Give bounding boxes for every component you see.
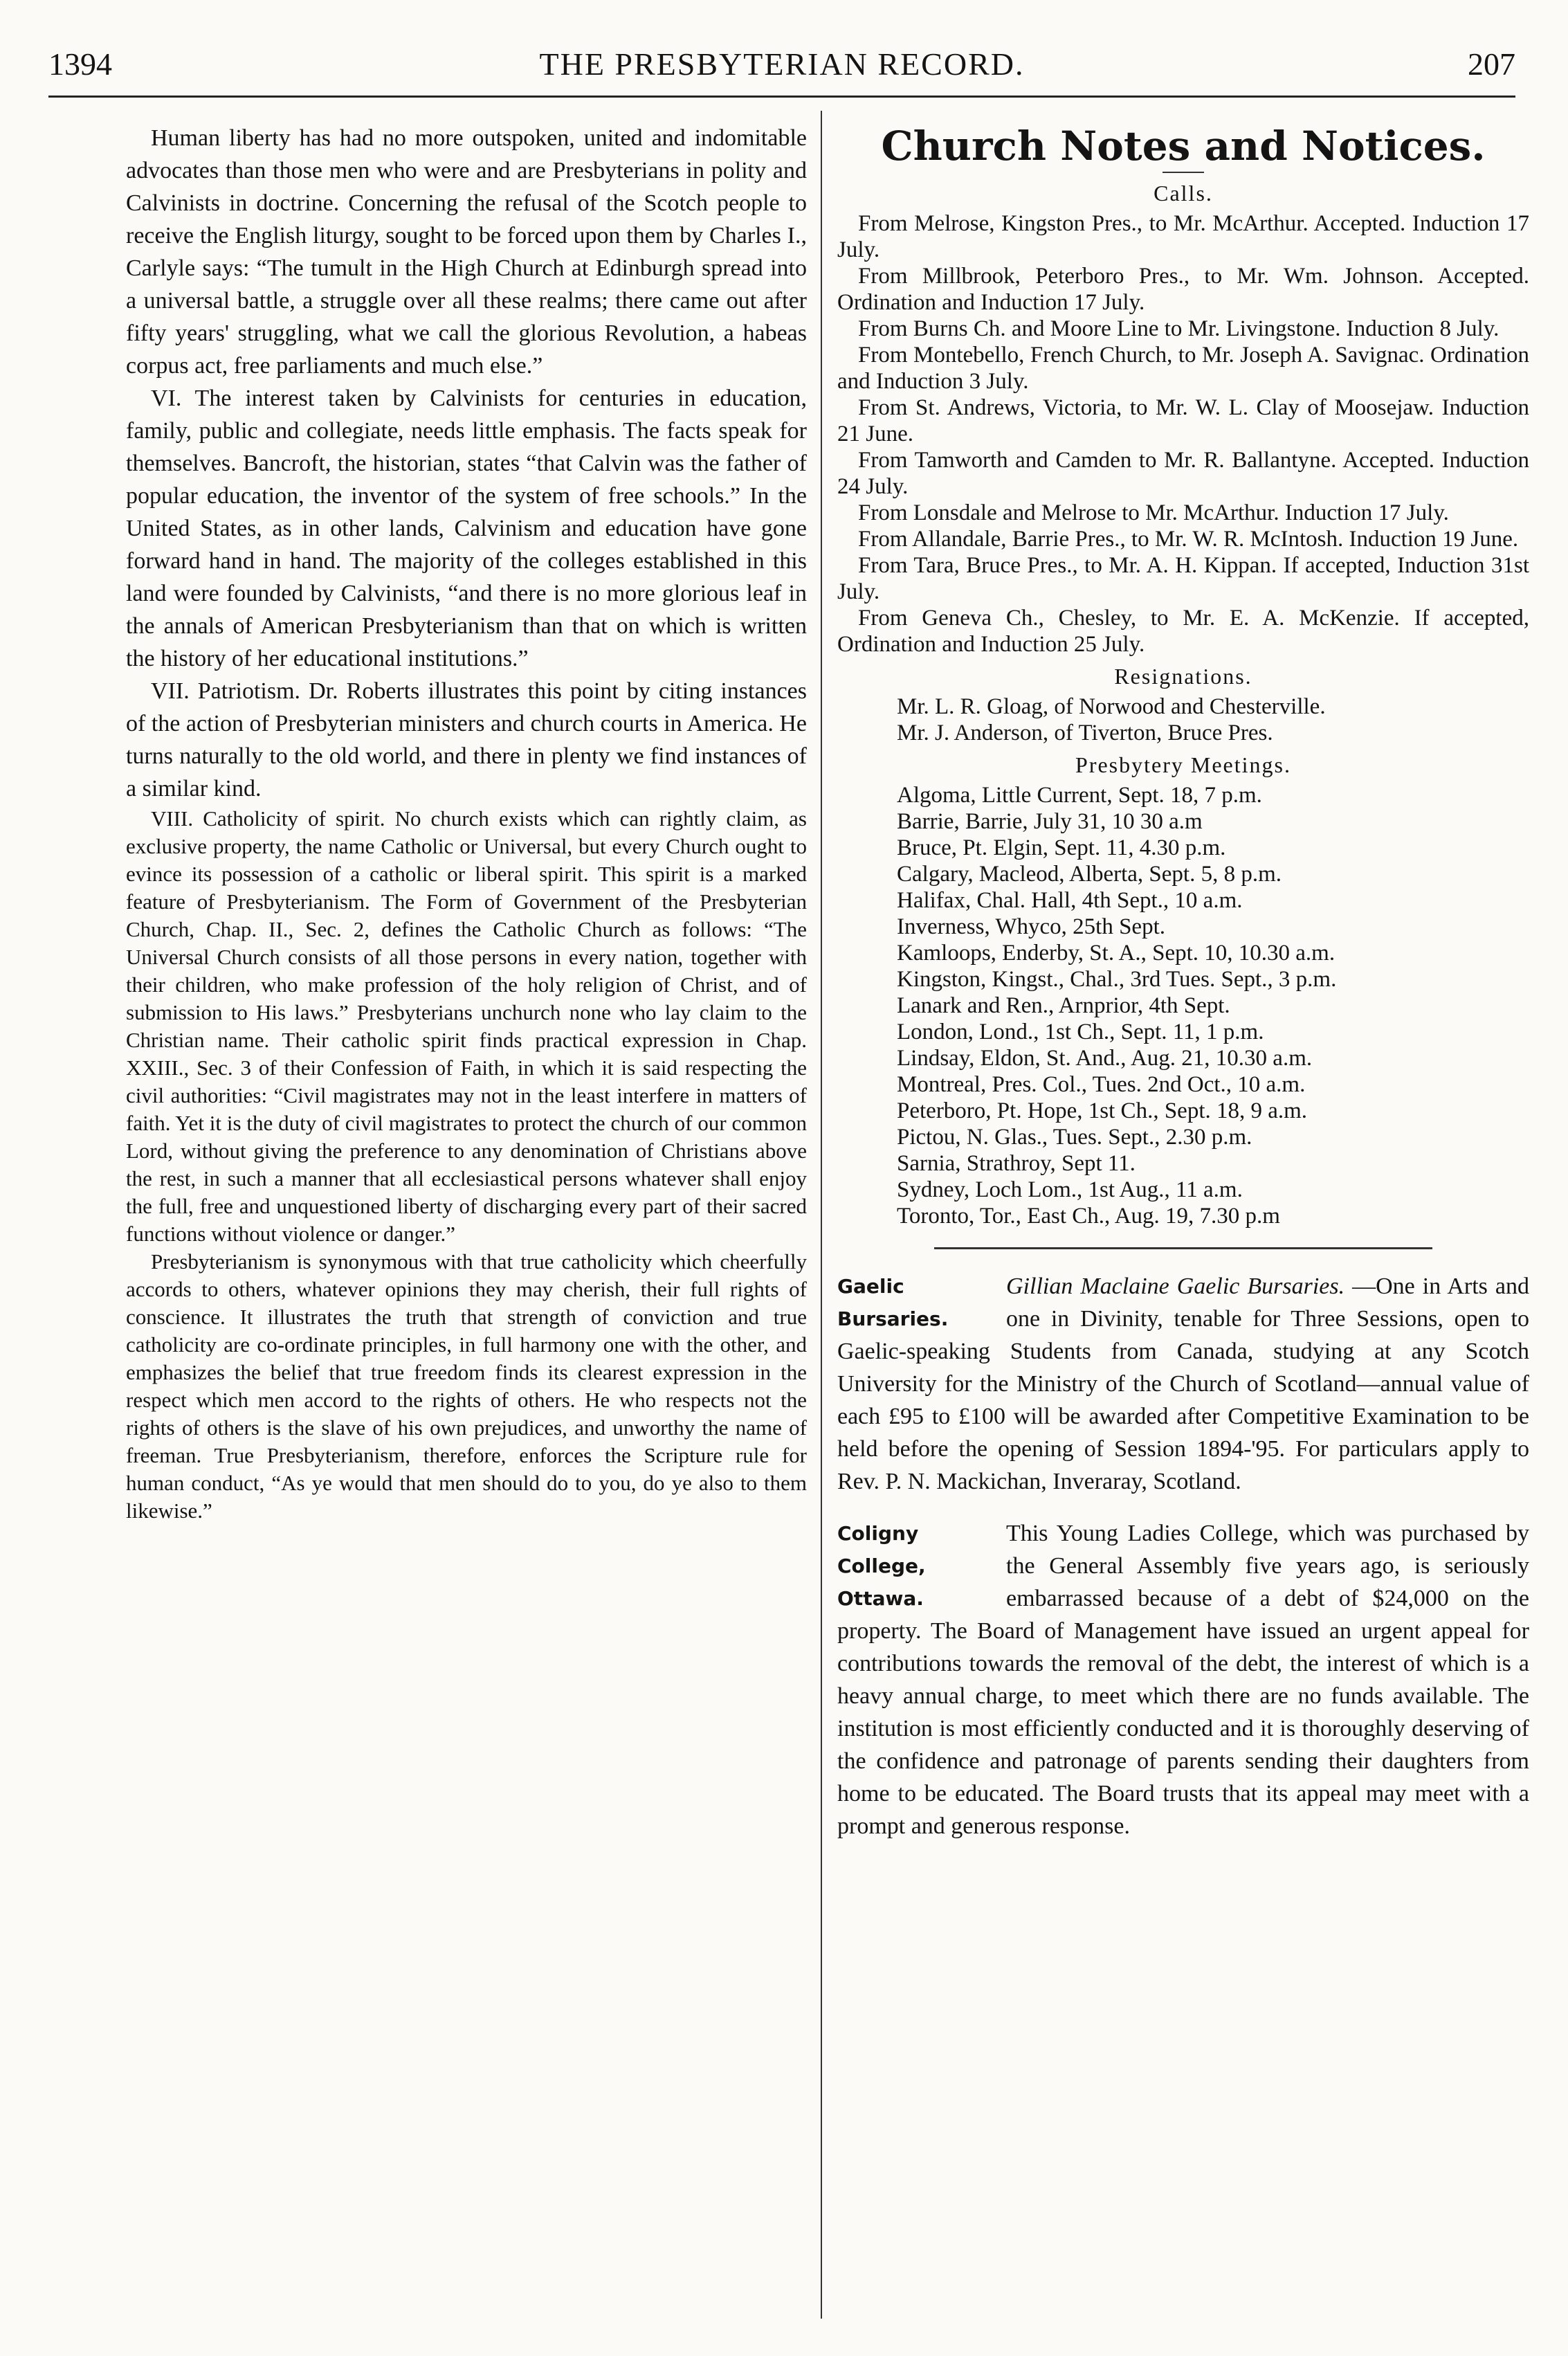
- meeting-item: Lindsay, Eldon, St. And., Aug. 21, 10.30 a.m.: [897, 1046, 1313, 1071]
- call-item: From Millbrook, Peterboro Pres., to Mr. Wm. Johnson. Accepted. Ordination and Induction 17 July.: [837, 264, 1529, 315]
- paragraph-conclusion: Presbyterianism is synonymous with that true catholicity which cheerfully accords to others, whatever opinions they may cherish, their full rights of conscience. It illustrates the truth that strength of conviction and true catholicity are co-ordinate principles, in full harmony one with the other, and emphasizes the belief that true freedom finds its clearest expression in the respect which men accord to the rights of others. He who respects not the rights of others is the slave of his own prejudices, and unworthy the name of freeman. True Presbyterianism, therefore, enforces the Scripture rule for human conduct, “As ye would that men should do to you, do ye also to them likewise.”: [126, 1249, 807, 1523]
- call-item: From Burns Ch. and Moore Line to Mr. Livingstone. Induction 8 July.: [858, 316, 1499, 341]
- calls-list: [837, 210, 1529, 658]
- paragraph-catholicity: VIII. Catholicity of spirit. No church exists which can rightly claim, as exclusive property, the name Catholic or Universal, but every Church ought to evince its possession of a catholic or liberal spirit. This spirit is a marked feature of Presbyterianism. The Form of Government of the Presbyterian Church, Chap. II., Sec. 2, defines the Catholic Church as follows: “The Universal Church consists of all those persons in every nation, together with their children, who make profession of the holy religion of Christ, and of submission to His laws.” Presbyterians unchurch none who lay claim to the Christian name. Their catholic spirit finds practical expression in Chap. XXIII., Sec. 3 of their Confession of Faith, in which it is said respecting the civil authorities: “Civil magistrates may not in the least interfere in matters of faith. Yet it is the duty of civil magistrates to protect the church of our common Lord, without giving the preference to any denomination of Christians above the rest, in such a manner that all ecclesiastical persons whatever shall enjoy the full, free and unquestioned liberty of discharging every part of their sacred functions without violence or danger.”: [126, 806, 807, 1246]
- meetings-list: [837, 782, 1529, 1229]
- meeting-item: Sarnia, Strathroy, Sept 11.: [897, 1151, 1136, 1176]
- meeting-item: Sydney, Loch Lom., 1st Aug., 11 a.m.: [897, 1177, 1243, 1202]
- journal-title: THE PRESBYTERIAN RECORD.: [539, 46, 1025, 82]
- resignation-item: Mr. L. R. Gloag, of Norwood and Chesterville.: [897, 694, 1326, 719]
- resignation-item: Mr. J. Anderson, of Tiverton, Bruce Pres.: [897, 721, 1273, 745]
- coligny-runhead-line2: Ottawa.: [837, 1587, 924, 1610]
- header-year: 1394: [48, 46, 112, 82]
- paragraph-patriotism: VII. Patriotism. Dr. Roberts illustrates this point by citing instances of the action of Presbyterian ministers and church courts in America. He turns naturally to the old world, and there in plenty we find instances of a similar kind.: [126, 678, 807, 801]
- call-item: From Tamworth and Camden to Mr. R. Ballantyne. Accepted. Induction 24 July.: [837, 448, 1529, 499]
- gaelic-bursaries-notice: [837, 1270, 1529, 1498]
- resignations-heading: Resignations.: [1114, 664, 1252, 689]
- page-number: 207: [1468, 46, 1515, 82]
- call-item: From Allandale, Barrie Pres., to Mr. W. R. McIntosh. Induction 19 June.: [858, 527, 1519, 552]
- meeting-item: Kamloops, Enderby, St. A., Sept. 10, 10.30 a.m.: [897, 941, 1335, 966]
- gaelic-runhead-line1: Gaelic: [837, 1275, 904, 1298]
- gaelic-notice-title: Gillian Maclaine Gaelic Bursaries.: [1006, 1274, 1345, 1299]
- meeting-item: Inverness, Whyco, 25th Sept.: [897, 914, 1165, 939]
- call-item: From Montebello, French Church, to Mr. Joseph A. Savignac. Ordination and Induction 3 July.: [837, 343, 1529, 394]
- left-column: [126, 122, 807, 1525]
- coligny-runhead: [837, 1517, 996, 1615]
- meeting-item: Kingston, Kingst., Chal., 3rd Tues. Sept., 3 p.m.: [897, 967, 1337, 992]
- right-column: [837, 122, 1529, 1862]
- meeting-item: Calgary, Macleod, Alberta, Sept. 5, 8 p.m.: [897, 862, 1282, 887]
- meeting-item: Barrie, Barrie, July 31, 10 30 a.m: [897, 809, 1203, 834]
- meeting-item: Pictou, N. Glas., Tues. Sept., 2.30 p.m.: [897, 1125, 1252, 1150]
- call-item: From Lonsdale and Melrose to Mr. McArthur. Induction 17 July.: [858, 500, 1449, 525]
- meeting-item: London, Lond., 1st Ch., Sept. 11, 1 p.m.: [897, 1020, 1264, 1044]
- meeting-item: Halifax, Chal. Hall, 4th Sept., 10 a.m.: [897, 888, 1243, 913]
- coligny-college-notice: [837, 1517, 1529, 1842]
- page-header: [48, 46, 1515, 87]
- meeting-item: Algoma, Little Current, Sept. 18, 7 p.m.: [897, 783, 1262, 808]
- meeting-item: Montreal, Pres. Col., Tues. 2nd Oct., 10 a.m.: [897, 1072, 1306, 1097]
- paragraph-liberty: Human liberty has had no more outspoken, united and indomitable advocates than those men who were and are Presbyterians in polity and Calvinists in doctrine. Concerning the refusal of the Scotch people to receive the English liturgy, sought to be forced upon them by Charles I., Carlyle says: “The tumult in the High Church at Edinburgh spread into a universal battle, a struggle over all these realms; there came out after fifty years' struggling, what we call the glorious Revolution, a habeas corpus act, free parliaments and much else.”: [126, 125, 807, 379]
- call-item: From Melrose, Kingston Pres., to Mr. McArthur. Accepted. Induction 17 July.: [837, 211, 1529, 262]
- call-item: From St. Andrews, Victoria, to Mr. W. L. Clay of Moosejaw. Induction 21 June.: [837, 395, 1529, 446]
- gaelic-notice-text: —One in Arts and one in Divinity, tenable for Three Sessions, open to Gaelic-speaking Students from Canada, studying at any Scotch University for the Ministry of the Church of Scotland—annual value of each £95 to £100 will be awarded after Competitive Examination to be held before the opening of Session 1894-'95. For particulars apply to Rev. P. N. Mackichan, Inveraray, Scotland.: [837, 1274, 1529, 1494]
- meeting-item: Bruce, Pt. Elgin, Sept. 11, 4.30 p.m.: [897, 835, 1226, 860]
- call-item: From Geneva Ch., Chesley, to Mr. E. A. McKenzie. If accepted, Ordination and Induction 25 July.: [837, 606, 1529, 657]
- meeting-item: Lanark and Ren., Arnprior, 4th Sept.: [897, 993, 1230, 1018]
- paragraph-education: VI. The interest taken by Calvinists for centuries in education, family, public and collegiate, needs little emphasis. The facts speak for themselves. Bancroft, the historian, states “that Calvin was the father of popular education, the inventor of the system of free schools.” In the United States, as in other lands, Calvinism and education have gone forward hand in hand. The majority of the colleges established in this land were founded by Calvinists, “and there is no more glorious leaf in the annals of American Presbyterianism than that on which is written the history of her educational institutions.”: [126, 386, 807, 671]
- meetings-heading: Presbytery Meetings.: [1075, 752, 1291, 777]
- call-item: From Tara, Bruce Pres., to Mr. A. H. Kippan. If accepted, Induction 31st July.: [837, 553, 1529, 604]
- section-title: Church Notes and Notices.: [881, 123, 1486, 170]
- header-rule: [48, 96, 1515, 98]
- gaelic-runhead: [837, 1270, 996, 1335]
- column-divider: [821, 111, 822, 2319]
- resignations-list: [837, 694, 1529, 746]
- title-rule: [1163, 172, 1204, 173]
- section-divider: [934, 1247, 1432, 1249]
- gaelic-runhead-line2: Bursaries.: [837, 1307, 949, 1330]
- meeting-item: Peterboro, Pt. Hope, 1st Ch., Sept. 18, 9 a.m.: [897, 1098, 1308, 1123]
- calls-heading: Calls.: [1154, 181, 1213, 206]
- coligny-runhead-line1: Coligny College,: [837, 1522, 926, 1577]
- coligny-notice-text: This Young Ladies College, which was purchased by the General Assembly five years ago, is seriously embarrassed because of a debt of $24,000 on the property. The Board of Management have issued an urgent appeal for contributions towards the removal of the debt, the interest of which is a heavy annual charge, to meet which there are no funds available. The institution is most efficiently conducted and it is thoroughly deserving of the confidence and patronage of parents sending their daughters from home to be educated. The Board trusts that its appeal may meet with a prompt and generous response.: [837, 1521, 1529, 1839]
- meeting-item: Toronto, Tor., East Ch., Aug. 19, 7.30 p.m: [897, 1204, 1280, 1229]
